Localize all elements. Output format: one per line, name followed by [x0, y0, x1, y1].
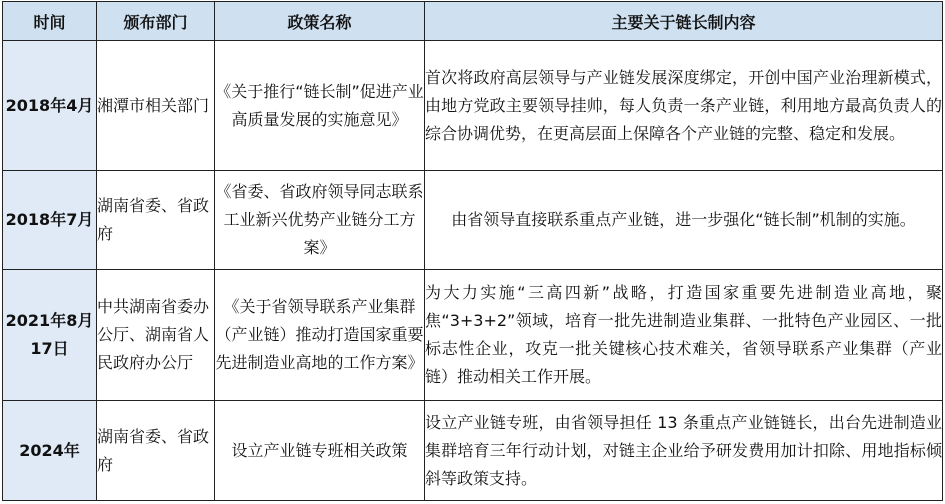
table-row: [3, 171, 943, 270]
header-department: 颁布部门: [97, 2, 215, 41]
table-row: [3, 269, 943, 400]
cell-policy-name: 《关于省领导联系产业集群（产业链）推动打造国家重要先进制造业高地的工作方案》: [215, 269, 425, 400]
table-row: [3, 401, 943, 501]
cell-content: 为大力实施“三高四新”战略，打造国家重要先进制造业高地，聚焦“3+3+2”领域，培育一批先进制造业集群、一批特色产业园区、一批标志性企业，攻克一批关键核心技术难关，省领导联系产业集群（产业链）推动相关工作开展。: [425, 269, 943, 400]
header-policy-name: 政策名称: [215, 2, 425, 41]
cell-department: 中共湖南省委办公厅、湖南省人民政府办公厅: [97, 269, 215, 400]
cell-department: 湖南省委、省政府: [97, 171, 215, 270]
cell-time: 2024年: [3, 401, 97, 501]
cell-department: 湖南省委、省政府: [97, 401, 215, 501]
cell-content: 由省领导直接联系重点产业链，进一步强化“链长制”机制的实施。: [425, 171, 943, 270]
cell-policy-name: 《关于推行“链长制”促进产业高质量发展的实施意见》: [215, 41, 425, 171]
header-content: 主要关于链长制内容: [425, 2, 943, 41]
cell-time: 2018年7月: [3, 171, 97, 270]
cell-department: 湘潭市相关部门: [97, 41, 215, 171]
cell-time: 2018年4月: [3, 41, 97, 171]
table-row: [3, 41, 943, 171]
header-row: [3, 2, 943, 41]
cell-content: 首次将政府高层领导与产业链发展深度绑定，开创中国产业治理新模式，由地方党政主要领导挂帅，每人负责一条产业链，利用地方最高负责人的综合协调优势，在更高层面上保障各个产业链的完整、稳定和发展。: [425, 41, 943, 171]
cell-policy-name: 《省委、省政府领导同志联系工业新兴优势产业链分工方案》: [215, 171, 425, 270]
cell-content: 设立产业链专班，由省领导担任 13 条重点产业链链长，出台先进制造业集群培育三年行动计划，对链主企业给予研发费用加计扣除、用地指标倾斜等政策支持。: [425, 401, 943, 501]
cell-policy-name: 设立产业链专班相关政策: [215, 401, 425, 501]
header-time: 时间: [3, 2, 97, 41]
cell-time: 2021年8月17日: [3, 269, 97, 400]
policy-table: [2, 1, 943, 501]
